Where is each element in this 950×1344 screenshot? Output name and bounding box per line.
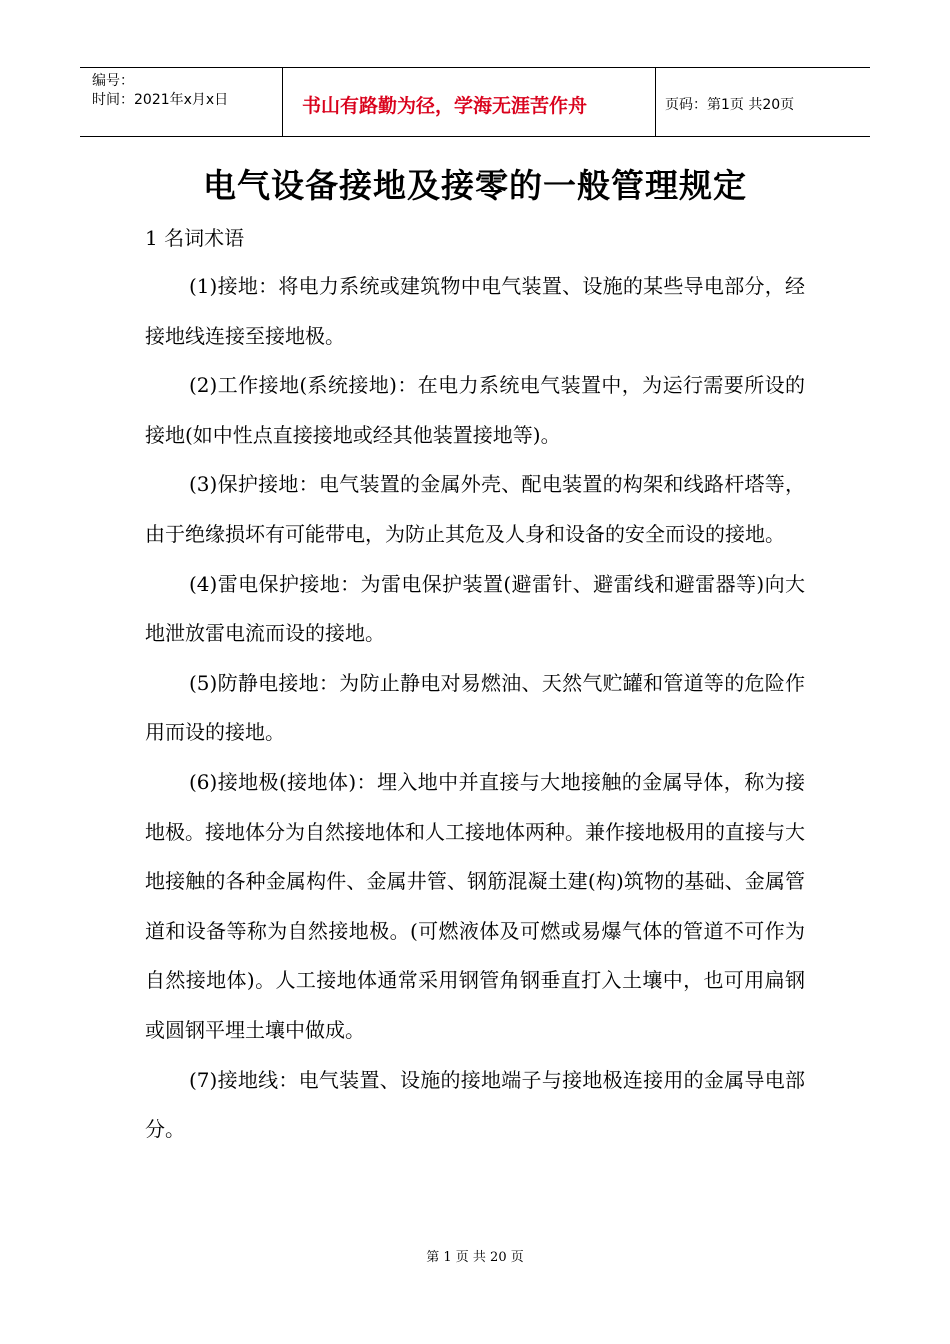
paragraph-grounding: (1)接地：将电力系统或建筑物中电气装置、设施的某些导电部分，经接地线连接至接地极。 [145, 274, 805, 348]
paragraph-lightning-grounding: (4)雷电保护接地：为雷电保护装置(避雷针、避雷线和避雷器等)向大地泄放雷电流而设的接地。 [145, 571, 805, 646]
paragraph-grounding-conductor: (7)接地线：电气装置、设施的接地端子与接地极连接用的金属导电部分。 [145, 1067, 805, 1142]
document-title: 电气设备接地及接零的一般管理规定 [203, 166, 747, 205]
paragraph-grounding-electrode: (6)接地极(接地体)：埋入地中并直接与大地接触的金属导体，称为接地极。接地体分为自然接地体和人工接地体两种。兼作接地极用的直接与大地接触的各种金属构件、金属井管、钢筋混凝土建(构)筑物的基础、金属管道和设备等称为自然接地极。(可燃液体及可燃或易爆气体的管道不可作为自然接地体)。人工接地体通常采用钢管角钢垂直打入土壤中，也可用扁钢或圆钢平埋土壤中做成。 [145, 769, 805, 1042]
paragraph-protective-grounding: (3)保护接地：电气装置的金属外壳、配电装置的构架和线路杆塔等，由于绝缘损坏有可能带电，为防止其危及人身和设备的安全而设的接地。 [145, 472, 805, 546]
paragraph-working-grounding: (2)工作接地(系统接地)：在电力系统电气装置中，为运行需要所设的接地(如中性点直接接地或经其他装置接地等)。 [145, 373, 805, 447]
paragraph-antistatic-grounding: (5)防静电接地：为防止静电对易燃油、天然气贮罐和管道等的危险作用而设的接地。 [145, 670, 805, 745]
header-page-info: 页码：第1页 共20页 [665, 97, 795, 113]
header-table [80, 67, 870, 137]
header-meta-cell [80, 68, 283, 136]
document-number-label: 编号： [92, 73, 134, 89]
header-motto: 书山有路勤为径，学海无涯苦作舟 [302, 95, 588, 117]
section-heading: 1 名词术语 [145, 226, 245, 250]
header-motto-cell [282, 68, 656, 136]
page-footer: 第 1 页 共 20 页 [426, 1250, 524, 1265]
document-time-label: 时间：2021年x月x日 [92, 92, 229, 108]
header-page-cell [655, 68, 870, 136]
document-body [145, 262, 805, 1155]
